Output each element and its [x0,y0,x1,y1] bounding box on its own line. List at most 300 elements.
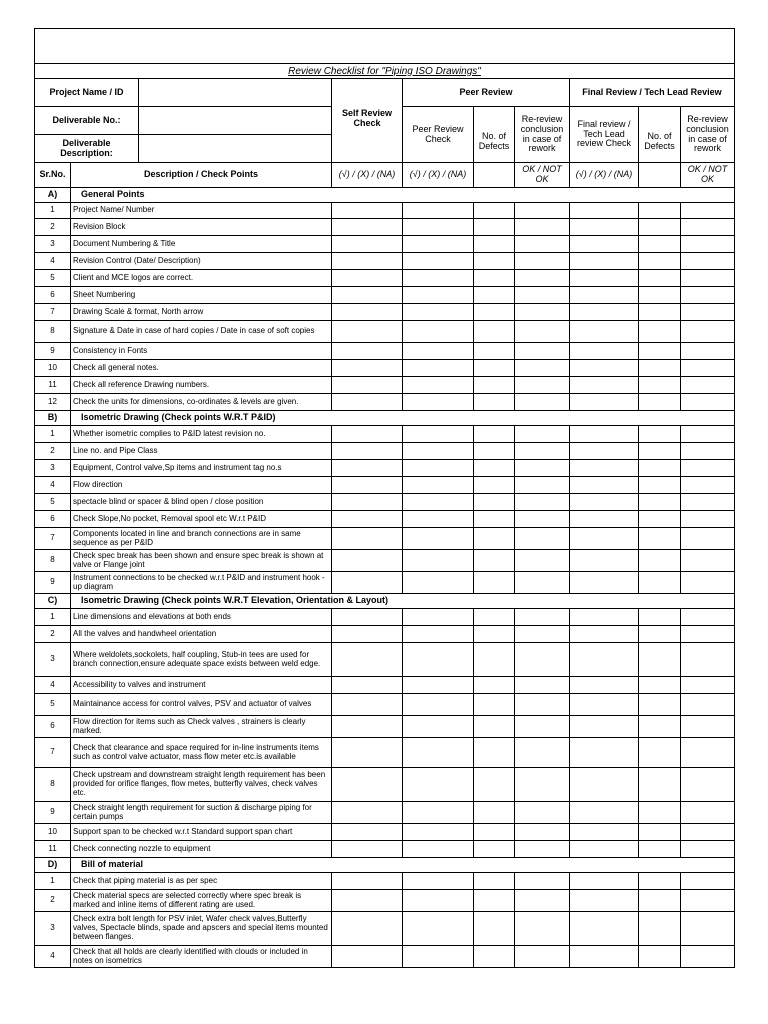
self-check-cell[interactable] [332,677,403,694]
peer-check-cell[interactable] [403,494,474,511]
final-check-cell[interactable] [570,321,639,343]
self-check-cell[interactable] [332,873,403,890]
peer-defects-cell[interactable] [474,377,515,394]
final-check-cell[interactable] [570,287,639,304]
self-check-cell[interactable] [332,377,403,394]
final-defects-cell[interactable] [639,626,681,643]
checklist-table [34,28,735,968]
self-check-cell[interactable] [332,716,403,738]
final-defects-cell[interactable] [639,572,681,594]
peer-rereview-cell[interactable] [515,946,570,968]
peer-rereview-cell[interactable] [515,912,570,946]
peer-defects-cell[interactable] [474,511,515,528]
peer-defects-cell[interactable] [474,494,515,511]
peer-defects-cell[interactable] [474,394,515,411]
final-check-cell[interactable] [570,572,639,594]
final-rereview-cell[interactable] [681,738,735,768]
final-rereview-cell[interactable] [681,768,735,802]
peer-check-cell[interactable] [403,203,474,219]
final-rereview-cell[interactable] [681,321,735,343]
check-point-text: Check straight length requirement for suction & discharge piping for certain pumps [71,802,332,824]
final-rereview-cell[interactable] [681,694,735,716]
self-check-cell[interactable] [332,477,403,494]
row-number: 6 [35,511,71,528]
peer-rereview-cell[interactable] [515,287,570,304]
peer-defects-cell[interactable] [474,219,515,236]
final-check-cell[interactable] [570,824,639,841]
project-name-label: Project Name / ID [35,79,139,107]
peer-check-cell[interactable] [403,643,474,677]
final-defects-cell[interactable] [639,738,681,768]
peer-check-cell[interactable] [403,511,474,528]
final-rereview-cell[interactable] [681,841,735,858]
final-rereview-cell[interactable] [681,550,735,572]
column-header-row [35,163,735,188]
peer-rereview-cell[interactable] [515,426,570,443]
peer-rereview-cell[interactable] [515,253,570,270]
final-check-cell[interactable] [570,890,639,912]
final-rereview-cell[interactable] [681,270,735,287]
section-title: Bill of material [71,858,735,873]
final-defects-cell[interactable] [639,694,681,716]
peer-defects-cell[interactable] [474,528,515,550]
final-check-cell[interactable] [570,626,639,643]
peer-defects-cell[interactable] [474,321,515,343]
final-rereview-cell[interactable] [681,236,735,253]
self-check-cell[interactable] [332,738,403,768]
final-check-cell[interactable] [570,443,639,460]
peer-rereview-cell[interactable] [515,841,570,858]
check-point-text: Project Name/ Number [71,203,332,219]
deliverable-desc-field[interactable] [139,135,332,163]
checklist-row [35,304,735,321]
peer-defects-cell[interactable] [474,287,515,304]
section-header-row [35,411,735,426]
self-check-cell[interactable] [332,219,403,236]
section-header-row [35,188,735,203]
peer-check-cell[interactable] [403,890,474,912]
deliverable-no-field[interactable] [139,107,332,135]
final-check-cell[interactable] [570,477,639,494]
peer-check-cell[interactable] [403,841,474,858]
final-defects-cell[interactable] [639,912,681,946]
final-rereview-cell[interactable] [681,609,735,626]
peer-rereview-cell[interactable] [515,236,570,253]
peer-rereview-cell[interactable] [515,203,570,219]
final-check-cell[interactable] [570,219,639,236]
self-check-cell[interactable] [332,321,403,343]
peer-rereview-cell[interactable] [515,677,570,694]
self-check-cell[interactable] [332,572,403,594]
final-check-cell[interactable] [570,426,639,443]
final-defects-cell[interactable] [639,824,681,841]
final-defects-cell[interactable] [639,253,681,270]
self-check-cell[interactable] [332,270,403,287]
final-check-cell[interactable] [570,377,639,394]
peer-check-cell[interactable] [403,677,474,694]
self-check-cell[interactable] [332,768,403,802]
final-rereview-cell[interactable] [681,460,735,477]
deliverable-desc-label: Deliverable Description: [35,135,139,163]
peer-check-cell[interactable] [403,572,474,594]
final-rereview-cell[interactable] [681,360,735,377]
peer-defects-cell[interactable] [474,443,515,460]
final-rereview-cell[interactable] [681,203,735,219]
checklist-row [35,946,735,968]
check-point-text: Check that all holds are clearly identified with clouds or included in notes on isometrics [71,946,332,968]
self-check-cell[interactable] [332,609,403,626]
final-rereview-cell[interactable] [681,343,735,360]
peer-check-cell[interactable] [403,738,474,768]
final-defects-cell[interactable] [639,321,681,343]
srno-header: Sr.No. [35,163,71,188]
peer-rereview-cell[interactable] [515,716,570,738]
final-defects-cell[interactable] [639,219,681,236]
self-check-cell[interactable] [332,443,403,460]
peer-defects-cell[interactable] [474,643,515,677]
checklist-row [35,609,735,626]
final-check-cell[interactable] [570,912,639,946]
final-check-cell[interactable] [570,528,639,550]
section-title: Isometric Drawing (Check points W.R.T Elevation, Orientation & Layout) [71,594,735,609]
peer-check-cell[interactable] [403,460,474,477]
final-defects-cell[interactable] [639,343,681,360]
self-check-cell[interactable] [332,626,403,643]
final-defects-cell[interactable] [639,236,681,253]
self-tick-header: (√) / (X) / (NA) [332,163,403,188]
peer-rereview-cell[interactable] [515,360,570,377]
final-defects-cell[interactable] [639,377,681,394]
final-defects-cell[interactable] [639,203,681,219]
peer-rereview-cell[interactable] [515,270,570,287]
self-check-cell[interactable] [332,912,403,946]
self-check-cell[interactable] [332,203,403,219]
peer-rereview-cell[interactable] [515,394,570,411]
peer-rereview-cell[interactable] [515,572,570,594]
final-rereview-cell[interactable] [681,626,735,643]
self-check-cell[interactable] [332,824,403,841]
row-number: 5 [35,494,71,511]
peer-rereview-cell[interactable] [515,873,570,890]
final-defects-cell[interactable] [639,394,681,411]
peer-check-cell[interactable] [403,321,474,343]
peer-defects-cell[interactable] [474,360,515,377]
peer-check-cell[interactable] [403,626,474,643]
peer-defects-cell[interactable] [474,694,515,716]
final-defects-cell[interactable] [639,443,681,460]
final-check-cell[interactable] [570,270,639,287]
row-number: 9 [35,802,71,824]
final-rereview-cell[interactable] [681,643,735,677]
peer-rereview-cell[interactable] [515,890,570,912]
self-check-cell[interactable] [332,694,403,716]
peer-check-cell[interactable] [403,304,474,321]
peer-rereview-cell[interactable] [515,343,570,360]
final-defects-cell[interactable] [639,716,681,738]
self-check-cell[interactable] [332,426,403,443]
self-check-cell[interactable] [332,460,403,477]
final-defects-cell[interactable] [639,460,681,477]
project-name-field[interactable] [139,79,332,107]
check-point-text: Check that clearance and space required for in-line instruments items such as control valve actuator, mass flow meter etc.is available [71,738,332,768]
peer-check-cell[interactable] [403,443,474,460]
final-rereview-cell[interactable] [681,802,735,824]
peer-rereview-cell[interactable] [515,511,570,528]
final-defects-cell[interactable] [639,511,681,528]
check-point-text: Check upstream and downstream straight length requirement has been provided for orifice flanges, flow metes, butterfly valves, check valves etc. [71,768,332,802]
final-rereview-cell[interactable] [681,304,735,321]
peer-check-cell[interactable] [403,426,474,443]
final-rereview-cell[interactable] [681,677,735,694]
peer-rereview-cell[interactable] [515,768,570,802]
final-check-cell[interactable] [570,738,639,768]
self-check-cell[interactable] [332,343,403,360]
peer-defects-cell[interactable] [474,890,515,912]
peer-check-cell[interactable] [403,377,474,394]
peer-rereview-cell[interactable] [515,377,570,394]
peer-rereview-cell[interactable] [515,443,570,460]
final-check-cell[interactable] [570,360,639,377]
check-point-text: Maintainance access for control valves, PSV and actuator of valves [71,694,332,716]
self-check-cell[interactable] [332,802,403,824]
row-number: 8 [35,550,71,572]
final-defects-cell[interactable] [639,609,681,626]
final-check-cell[interactable] [570,494,639,511]
peer-check-cell[interactable] [403,946,474,968]
title-row [35,64,735,79]
final-defects-cell[interactable] [639,477,681,494]
peer-rereview-cell[interactable] [515,738,570,768]
final-defects-cell[interactable] [639,287,681,304]
final-rereview-cell[interactable] [681,477,735,494]
peer-defects-cell[interactable] [474,824,515,841]
peer-defects-cell[interactable] [474,304,515,321]
final-rereview-cell[interactable] [681,890,735,912]
peer-check-cell[interactable] [403,824,474,841]
peer-ok-header: OK / NOT OK [515,163,570,188]
peer-defects-cell[interactable] [474,550,515,572]
peer-defects-cell[interactable] [474,768,515,802]
peer-defects-cell[interactable] [474,677,515,694]
header-row-1 [35,79,735,107]
self-check-cell[interactable] [332,841,403,858]
peer-check-cell[interactable] [403,716,474,738]
peer-rereview-cell[interactable] [515,550,570,572]
final-rereview-cell[interactable] [681,716,735,738]
final-rereview-cell[interactable] [681,253,735,270]
final-check-cell[interactable] [570,460,639,477]
peer-rereview-cell[interactable] [515,494,570,511]
final-rereview-cell[interactable] [681,528,735,550]
final-check-cell[interactable] [570,203,639,219]
peer-check-cell[interactable] [403,343,474,360]
final-defects-cell[interactable] [639,643,681,677]
peer-check-cell[interactable] [403,802,474,824]
peer-defects-cell[interactable] [474,912,515,946]
final-defects-cell[interactable] [639,304,681,321]
peer-rereview-cell[interactable] [515,824,570,841]
final-defects-cell[interactable] [639,890,681,912]
final-rereview-cell[interactable] [681,287,735,304]
peer-defects-cell[interactable] [474,426,515,443]
self-check-cell[interactable] [332,643,403,677]
final-check-cell[interactable] [570,511,639,528]
final-check-cell[interactable] [570,643,639,677]
peer-rereview-cell[interactable] [515,321,570,343]
final-check-cell[interactable] [570,343,639,360]
final-defects-cell[interactable] [639,677,681,694]
check-point-text: Check the units for dimensions, co-ordinates & levels are given. [71,394,332,411]
peer-defects-cell[interactable] [474,609,515,626]
peer-defects-cell[interactable] [474,460,515,477]
section-title: Isometric Drawing (Check points W.R.T P&ID) [71,411,735,426]
peer-defects-cell[interactable] [474,253,515,270]
check-point-text: Accessibility to valves and instrument [71,677,332,694]
final-defects-cell[interactable] [639,946,681,968]
final-check-cell[interactable] [570,768,639,802]
peer-defects-cell[interactable] [474,841,515,858]
checklist-row [35,572,735,594]
final-rereview-cell[interactable] [681,873,735,890]
final-rereview-cell[interactable] [681,912,735,946]
peer-rereview-cell[interactable] [515,694,570,716]
peer-defects-cell[interactable] [474,572,515,594]
final-rereview-cell[interactable] [681,511,735,528]
peer-defects-cell[interactable] [474,802,515,824]
peer-check-cell[interactable] [403,528,474,550]
peer-defects-cell[interactable] [474,873,515,890]
peer-check-cell[interactable] [403,253,474,270]
final-rereview-cell[interactable] [681,494,735,511]
final-rereview-cell[interactable] [681,443,735,460]
peer-defects-cell[interactable] [474,477,515,494]
final-check-cell[interactable] [570,550,639,572]
final-check-cell[interactable] [570,873,639,890]
peer-check-cell[interactable] [403,287,474,304]
final-check-cell[interactable] [570,253,639,270]
checklist-row [35,426,735,443]
peer-defects-cell[interactable] [474,946,515,968]
final-rereview-cell[interactable] [681,219,735,236]
peer-check-cell[interactable] [403,609,474,626]
row-number: 9 [35,343,71,360]
peer-check-cell[interactable] [403,873,474,890]
peer-check-cell[interactable] [403,477,474,494]
peer-defects-cell[interactable] [474,203,515,219]
checklist-row [35,477,735,494]
row-number: 4 [35,477,71,494]
final-check-cell[interactable] [570,841,639,858]
final-check-cell[interactable] [570,677,639,694]
peer-check-cell[interactable] [403,236,474,253]
row-number: 8 [35,768,71,802]
check-point-text: Revision Control (Date/ Description) [71,253,332,270]
final-rereview-cell[interactable] [681,426,735,443]
final-check-cell[interactable] [570,304,639,321]
peer-rereview-cell[interactable] [515,477,570,494]
peer-check-cell[interactable] [403,550,474,572]
peer-defects-cell[interactable] [474,343,515,360]
peer-check-cell[interactable] [403,270,474,287]
final-check-cell[interactable] [570,802,639,824]
self-check-cell[interactable] [332,287,403,304]
peer-rereview-cell[interactable] [515,460,570,477]
final-check-cell[interactable] [570,609,639,626]
self-check-cell[interactable] [332,946,403,968]
final-check-cell[interactable] [570,946,639,968]
peer-rereview-cell[interactable] [515,609,570,626]
final-check-cell[interactable] [570,716,639,738]
peer-defects-cell[interactable] [474,236,515,253]
peer-check-cell[interactable] [403,694,474,716]
final-rereview-cell[interactable] [681,377,735,394]
check-point-text: Check connecting nozzle to equipment [71,841,332,858]
peer-rereview-cell[interactable] [515,219,570,236]
peer-rereview-cell[interactable] [515,626,570,643]
section-label: D) [35,858,71,873]
self-check-cell[interactable] [332,494,403,511]
self-check-cell[interactable] [332,253,403,270]
final-defects-cell[interactable] [639,360,681,377]
self-check-cell[interactable] [332,360,403,377]
final-defects-cell[interactable] [639,426,681,443]
peer-check-cell[interactable] [403,768,474,802]
checklist-row [35,443,735,460]
final-defects-cell[interactable] [639,802,681,824]
peer-check-cell[interactable] [403,360,474,377]
row-number: 6 [35,287,71,304]
peer-rereview-cell[interactable] [515,643,570,677]
self-check-cell[interactable] [332,394,403,411]
peer-check-cell[interactable] [403,219,474,236]
final-defects-cell[interactable] [639,270,681,287]
peer-check-cell[interactable] [403,912,474,946]
peer-rereview-cell[interactable] [515,528,570,550]
final-rereview-cell[interactable] [681,824,735,841]
final-defects-cell[interactable] [639,768,681,802]
final-defects-cell[interactable] [639,841,681,858]
self-check-cell[interactable] [332,528,403,550]
peer-check-cell[interactable] [403,394,474,411]
peer-defects-cell[interactable] [474,270,515,287]
final-check-cell[interactable] [570,236,639,253]
self-check-cell[interactable] [332,550,403,572]
peer-defects-cell[interactable] [474,626,515,643]
peer-defects-cell[interactable] [474,716,515,738]
self-check-cell[interactable] [332,511,403,528]
peer-rereview-cell[interactable] [515,304,570,321]
row-number: 7 [35,528,71,550]
self-check-cell[interactable] [332,236,403,253]
peer-defects-cell[interactable] [474,738,515,768]
final-defects-cell[interactable] [639,494,681,511]
final-check-cell[interactable] [570,394,639,411]
checklist-row [35,460,735,477]
final-check-cell[interactable] [570,694,639,716]
self-check-cell[interactable] [332,304,403,321]
final-rereview-cell[interactable] [681,946,735,968]
final-rereview-cell[interactable] [681,394,735,411]
final-defects-cell[interactable] [639,873,681,890]
check-point-text: Instrument connections to be checked w.r.t P&ID and instrument hook -up diagram [71,572,332,594]
row-number: 3 [35,236,71,253]
peer-rereview-cell[interactable] [515,802,570,824]
self-check-cell[interactable] [332,890,403,912]
checklist-row [35,528,735,550]
final-rereview-cell[interactable] [681,572,735,594]
final-defects-cell[interactable] [639,528,681,550]
final-defects-cell[interactable] [639,550,681,572]
